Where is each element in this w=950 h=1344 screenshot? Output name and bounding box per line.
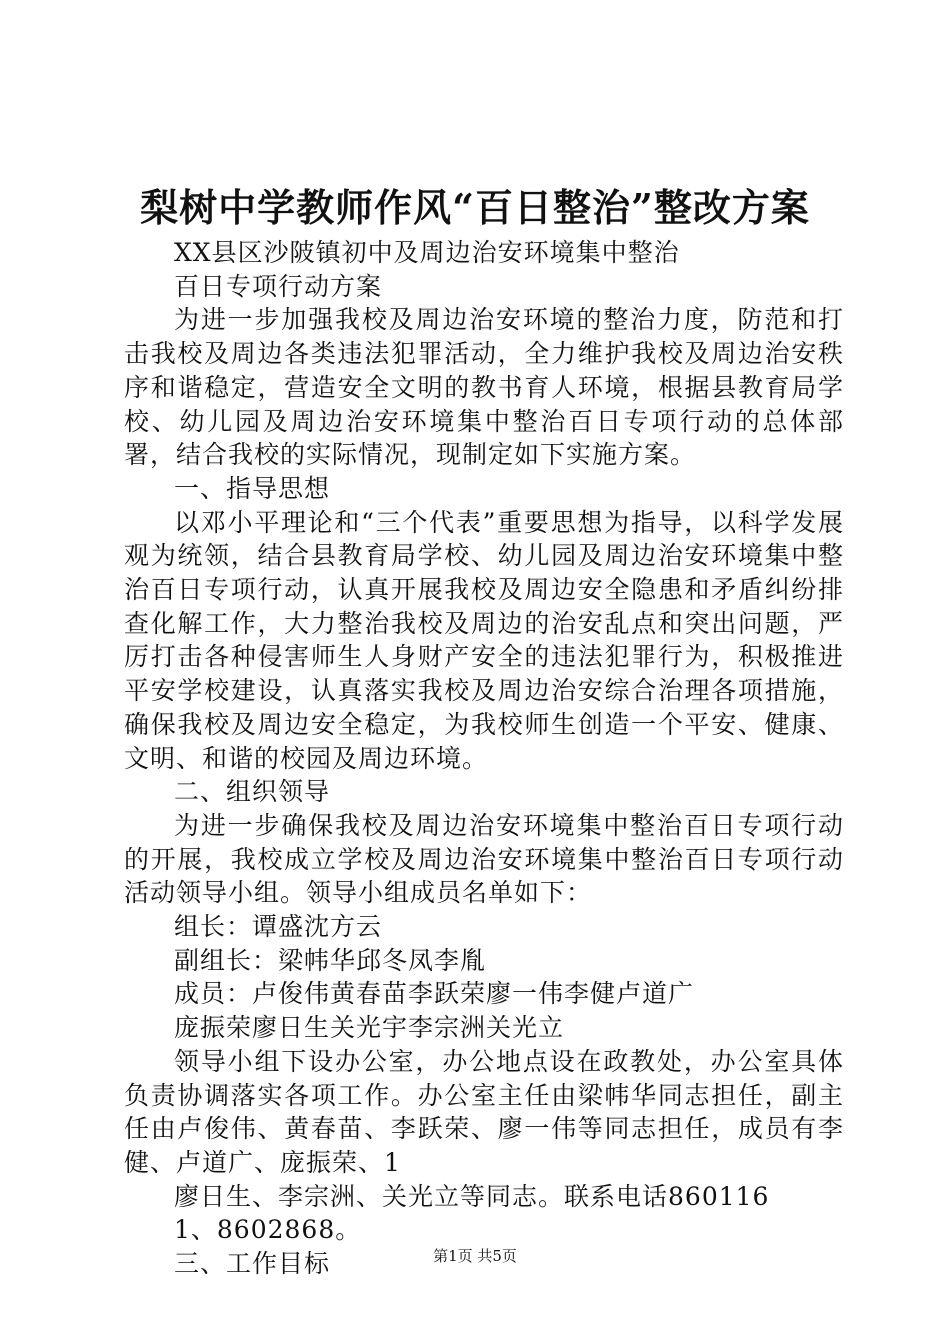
members-line: 成员：卢俊伟黄春苗李跃荣廖一伟李健卢道广 <box>174 979 695 1009</box>
subtitle-line-1: XX县区沙陂镇初中及周边治安环境集中整治 <box>174 238 680 267</box>
page-number-footer: 第1页 共5页 <box>433 1247 517 1265</box>
deputy-leader-line: 副组长：梁帏华邱冬凤李胤 <box>174 945 487 975</box>
office-paragraph: 领导小组下设办公室，办公地点设在政教处，办公室具体负责协调落实各项工作。办公室主任由梁帏华同志担任，副主任由卢俊伟、黄春苗、李跃荣、廖一伟等同志担任，成员有李健、卢道广、庞振荣、1 <box>124 1046 844 1177</box>
intro-paragraph: 为进一步加强我校及周边治安环境的整治力度，防范和打击我校及周边各类违法犯罪活动，全力维护我校及周边治安秩序和谐稳定，营造安全文明的教书育人环境，根据县教育局学校、幼儿园及周边治安环境集中整治百日专项行动的总体部署，结合我校的实际情况，现制定如下实施方案。 <box>124 305 844 470</box>
organization-paragraph: 为进一步确保我校及周边治安环境集中整治百日专项行动的开展，我校成立学校及周边治安环境集中整治百日专项行动活动领导小组。领导小组成员名单如下： <box>124 810 844 908</box>
guiding-ideology-paragraph: 以邓小平理论和“三个代表”重要思想为指导，以科学发展观为统领，结合县教育局学校、幼儿园及周边治安环境集中整治百日专项行动，认真开展我校及周边安全隐患和矛盾纠纷排查化解工作，大力整治我校及周边的治安乱点和突出问题，严厉打击各种侵害师生人身财产安全的违法犯罪行为，积极推进平安学校建设，认真落实我校及周边治安综合治理各项措施，确保我校及周边安全稳定，为我校师生创造一个平安、健康、文明、和谐的校园及周边环境。 <box>124 507 844 773</box>
section-heading-guiding-ideology: 一、指导思想 <box>174 473 331 503</box>
contact-line: 廖日生、李宗洲、关光立等同志。联系电话860116 <box>174 1181 770 1211</box>
document-title: 梨树中学教师作风“百日整治”整改方案 <box>140 185 810 230</box>
subtitle-line-2: 百日专项行动方案 <box>174 271 383 301</box>
members-line-continued: 庞振荣廖日生关光宇李宗洲关光立 <box>174 1013 565 1043</box>
section-heading-work-goals: 三、工作目标 <box>174 1249 331 1279</box>
document-body <box>124 236 844 1281</box>
section-heading-organization: 二、组织领导 <box>174 777 331 807</box>
phone-line: 1、8602868。 <box>174 1215 362 1245</box>
leader-line: 组长：谭盛沈方云 <box>174 912 383 942</box>
